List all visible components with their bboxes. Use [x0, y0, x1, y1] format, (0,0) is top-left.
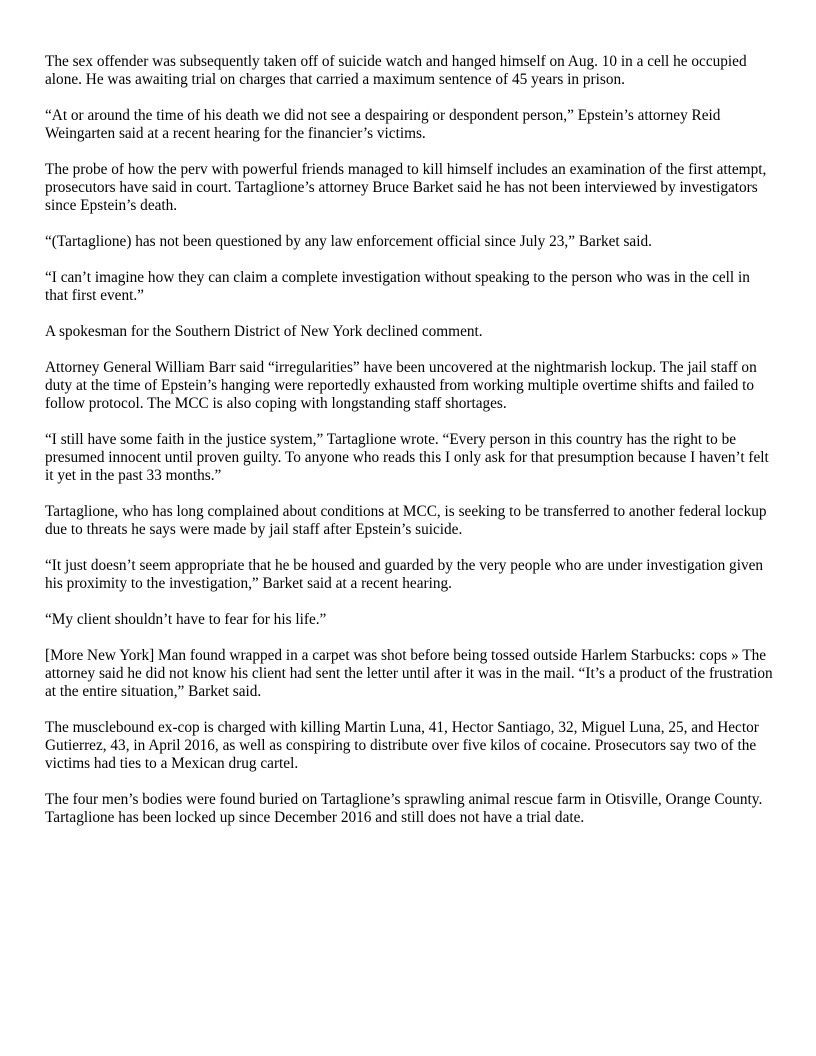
paragraph-13: The musclebound ex-cop is charged with killing Martin Luna, 41, Hector Santiago, 32, Miguel Luna, 25, and Hector Gutierrez, 43, in April 2016, as well as conspiring to distribute over five kilos of cocaine. Prosecutors say two of the victims had ties to a Mexican drug cartel.	[45, 719, 759, 772]
paragraph-2: “At or around the time of his death we did not see a despairing or despondent person,” Epstein’s attorney Reid Weingarten said at a recent hearing for the financier’s victims.	[45, 107, 721, 142]
paragraph-6: A spokesman for the Southern District of New York declined comment.	[45, 323, 483, 340]
paragraph-12: [More New York] Man found wrapped in a carpet was shot before being tossed outside Harlem Starbucks: cops » The attorney said he did not know his client had sent the letter until after it was in the mail. “It’s a product of the frustration at the entire situation,” Barket said.	[45, 647, 773, 700]
paragraph-4: “(Tartaglione) has not been questioned by any law enforcement official since July 23,” Barket said.	[45, 233, 652, 250]
paragraph-5: “I can’t imagine how they can claim a complete investigation without speaking to the person who was in the cell in that first event.”	[45, 269, 750, 304]
paragraph-8: “I still have some faith in the justice system,” Tartaglione wrote. “Every person in this country has the right to be presumed innocent until proven guilty. To anyone who reads this I only ask for that presumption because I haven’t felt it yet in the past 33 months.”	[45, 431, 769, 484]
paragraph-9: Tartaglione, who has long complained about conditions at MCC, is seeking to be transferred to another federal lockup due to threats he says were made by jail staff after Epstein’s suicide.	[45, 503, 767, 538]
article-body	[45, 53, 773, 845]
paragraph-1: The sex offender was subsequently taken off of suicide watch and hanged himself on Aug. 10 in a cell he occupied alone. He was awaiting trial on charges that carried a maximum sentence of 45 years in prison.	[45, 53, 747, 88]
paragraph-3: The probe of how the perv with powerful friends managed to kill himself includes an examination of the first attempt, prosecutors have said in court. Tartaglione’s attorney Bruce Barket said he has not been interviewed by investigators since Epstein’s death.	[45, 161, 767, 214]
paragraph-7: Attorney General William Barr said “irregularities” have been uncovered at the nightmarish lockup. The jail staff on duty at the time of Epstein’s hanging were reportedly exhausted from working multiple overtime shifts and failed to follow protocol. The MCC is also coping with longstanding staff shortages.	[45, 359, 757, 412]
paragraph-14: The four men’s bodies were found buried on Tartaglione’s sprawling animal rescue farm in Otisville, Orange County. Tartaglione has been locked up since December 2016 and still does not have a trial date.	[45, 791, 763, 826]
paragraph-11: “My client shouldn’t have to fear for his life.”	[45, 611, 327, 628]
paragraph-10: “It just doesn’t seem appropriate that he be housed and guarded by the very people who are under investigation given his proximity to the investigation,” Barket said at a recent hearing.	[45, 557, 764, 592]
